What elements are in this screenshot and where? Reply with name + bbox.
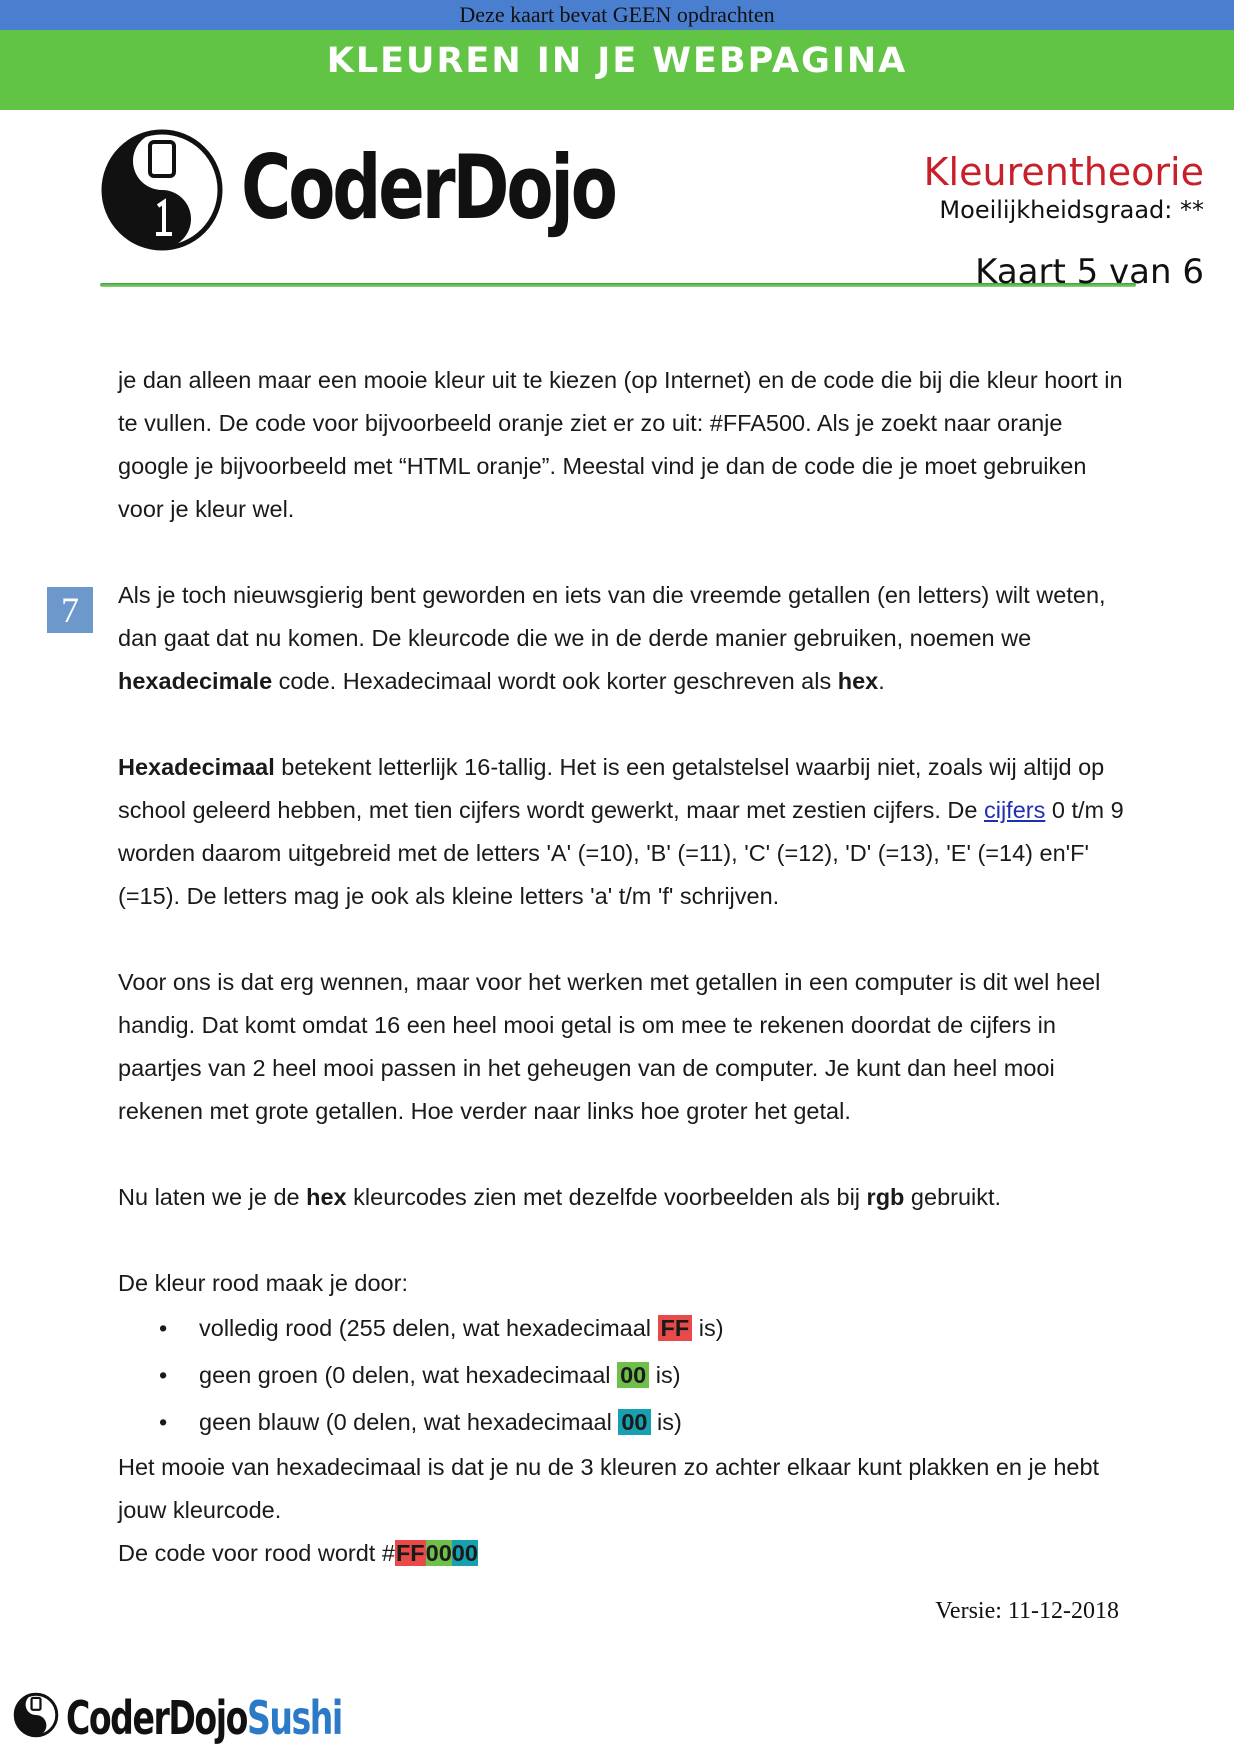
notice-text: Deze kaart bevat GEEN opdrachten: [459, 2, 775, 27]
red-hex-code: FF: [658, 1315, 693, 1341]
text-run: gebruikt.: [904, 1184, 1002, 1210]
text-run: kleurcodes zien met dezelfde voorbeelden als bij: [346, 1184, 867, 1210]
page-title: KLEUREN IN JE WEBPAGINA: [326, 41, 908, 81]
logo-wordmark: CoderDojo: [241, 136, 615, 239]
result-blue-code: 00: [451, 1540, 478, 1566]
title-bar-edge: [1234, 30, 1240, 110]
text-run: is): [650, 1409, 682, 1435]
text-run: 0 t/m 9 worden daarom uitgebreid met de letters 'A' (=10), 'B' (=11), 'C' (=12), 'D' (=13), 'E' (=14) en'F' (=15). De letters mag je ook als kleine letters 'a' t/m 'f' schrijven.: [118, 797, 1124, 909]
paragraph-why-hex: Voor ons is dat erg wennen, maar voor het werken met getallen in een computer is dit wel heel handig. Dat komt omdat 16 een heel mooi getal is om mee te rekenen doordat de cijfers in paartjes van 2 heel mooi passen in het geheugen van de computer. Je kunt dan heel mooi rekenen met grote getallen. Hoe verder naar links hoe groter het getal.: [118, 969, 1101, 1124]
paragraph-result-code: [118, 1532, 1128, 1575]
cijfers-link[interactable]: cijfers: [983, 797, 1046, 823]
footer-wordmark-sushi: Sushi: [246, 1691, 342, 1745]
footer-wordmark: [66, 1688, 342, 1748]
text-run: volledig rood (255 delen, wat hexadecimaal: [199, 1315, 658, 1341]
card-counter: Kaart 5 van 6: [975, 252, 1204, 292]
text-run: De code voor rood wordt #: [118, 1540, 395, 1566]
bold-term: Hexadecimaal: [118, 754, 275, 780]
paragraph-combine: Het mooie van hexadecimaal is dat je nu de 3 kleuren zo achter elkaar kunt plakken en je hebt jouw kleurcode.: [118, 1454, 1100, 1523]
notice-bar: [0, 0, 1234, 30]
topic-title: Kleurentheorie: [923, 150, 1204, 194]
difficulty-label: Moeilijkheidsgraad: **: [939, 196, 1204, 224]
text-run: is): [649, 1362, 681, 1388]
list-item: [118, 1399, 1128, 1446]
version-label: Versie: 11-12-2018: [935, 1598, 1119, 1624]
list-item: [118, 1352, 1128, 1399]
text-run: geen groen (0 delen, wat hexadecimaal: [199, 1362, 618, 1388]
text-run: code. Hexadecimaal wordt ook korter geschreven als: [272, 668, 838, 694]
result-red-code: FF: [395, 1540, 425, 1566]
step-number-badge: 7: [47, 587, 93, 633]
paragraph-red-heading: De kleur rood maak je door:: [118, 1270, 408, 1296]
text-run: Nu laten we je de: [118, 1184, 307, 1210]
bold-term: hex: [837, 668, 879, 694]
list-item: [118, 1305, 1128, 1352]
card-body: [118, 359, 1128, 1575]
result-green-code: 00: [425, 1540, 452, 1566]
text-run: Als je toch nieuwsgierig bent geworden en iets van die vreemde getallen (en letters) wilt weten, dan gaat dat nu komen. De kleurcode die we in de derde manier gebruiken, noemen we: [118, 582, 1106, 651]
green-hex-code: 00: [617, 1362, 649, 1388]
blue-hex-code: 00: [618, 1409, 650, 1435]
paragraph-examples: [118, 1176, 1128, 1219]
text-run: betekent letterlijk 16-tallig. Het is een getalstelsel waarbij niet, zoals wij altijd op school geleerd hebben, met tien cijfers wordt gewerkt, maar met zestien cijfers. De: [118, 754, 1105, 823]
text-run: .: [878, 668, 885, 694]
bold-term: hexadecimale: [118, 668, 273, 694]
paragraph-intro: je dan alleen maar een mooie kleur uit te kiezen (op Internet) en de code die bij die kleur hoort in te vullen. De code voor bijvoorbeeld oranje ziet er zo uit: #FFA500. Als je zoekt naar oranje google je bijvoorbeeld met “HTML oranje”. Meestal vind je dan de code die je moet gebruiken voor je kleur wel.: [118, 367, 1123, 522]
coderdojo-yin-yang-logo-icon: [100, 128, 224, 252]
paragraph-hex-definition: [118, 746, 1128, 918]
footer-wordmark-coderdojo: CoderDojo: [66, 1691, 247, 1745]
text-run: geen blauw (0 delen, wat hexadecimaal: [199, 1409, 619, 1435]
color-component-list: [118, 1305, 1128, 1446]
coderdojo-sushi-logo-icon: [13, 1692, 59, 1738]
title-bar: [0, 30, 1234, 110]
bold-term: hex: [306, 1184, 347, 1210]
bold-term: rgb: [866, 1184, 905, 1210]
text-run: is): [692, 1315, 724, 1341]
paragraph-hex-intro: [118, 574, 1128, 703]
